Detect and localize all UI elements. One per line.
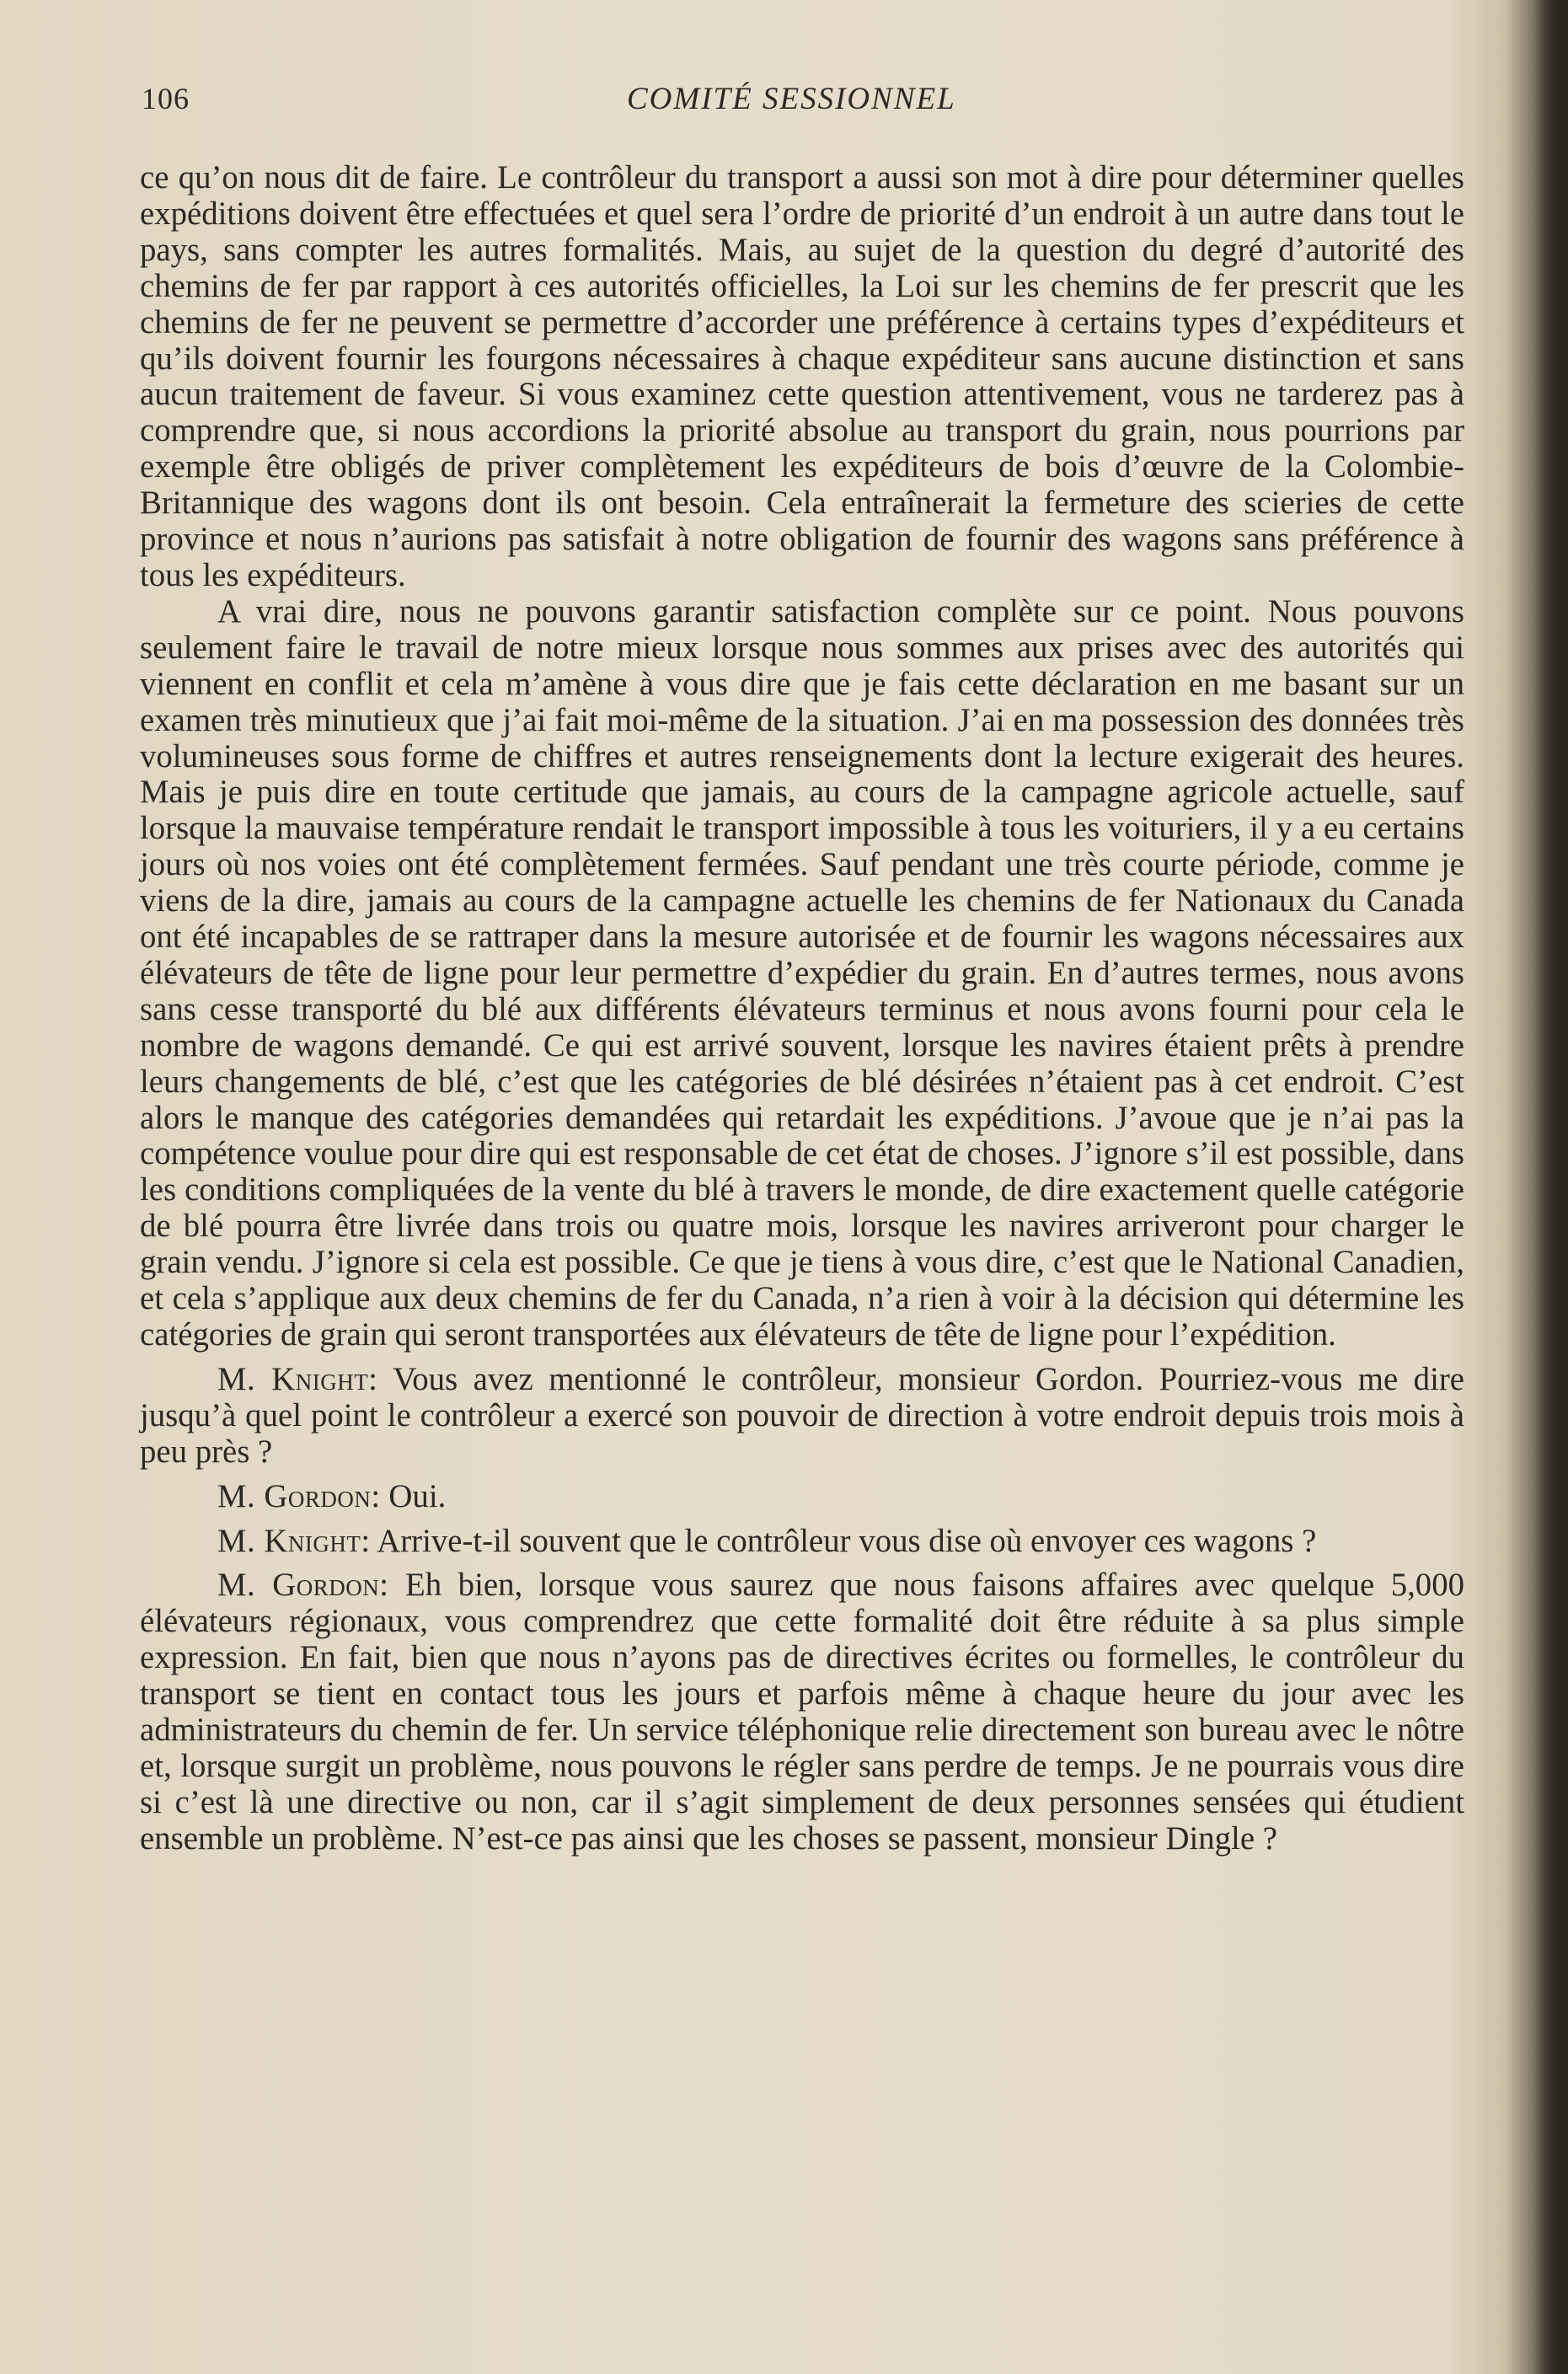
dialogue-exchange [140, 1567, 1464, 1857]
page-number: 106 [142, 82, 190, 115]
speech-text: Oui. [380, 1477, 447, 1514]
running-head [142, 81, 1473, 131]
paragraph: A vrai dire, nous ne pouvons garantir satisfaction complète sur ce point. Nous pouvons seulement faire le travail de notre mieux lorsque nous sommes aux prises avec des autorités qui viennent en conflit et cela m’amène à vous dire que je fais cette déclaration en me basant sur un examen très minutieux que j’ai fait moi-même de la situation. J’ai en ma possession des données très volumineuses sous forme de chiffres et autres renseignements dont la lecture exigerait des heures. Mais je puis dire en toute certitude que jamais, au cours de la campagne agricole actuelle, sauf lorsque la mauvaise température rendait le transport impossible à tous les voituriers, il y a eu certains jours où nos voies ont été complètement fermées. Sauf pendant une très courte période, comme je viens de la dire, jamais au cours de la campagne actuelle les chemins de fer Nationaux du Canada ont été incapables de se rattraper dans la mesure autorisée et de fournir les wagons nécessaires aux élévateurs de tête de ligne pour leur permettre d’expédier du grain. En d’autres termes, nous avons sans cesse transporté du blé aux différents élévateurs terminus et nous avons fourni pour cela le nombre de wagons demandé. Ce qui est arrivé souvent, lorsque les navires étaient prêts à prendre leurs changements de blé, c’est que les catégories de blé désirées n’étaient pas à cet endroit. C’est alors le manque des catégories demandées qui retardait les expéditions. J’avoue que je n’ai pas la compétence voulue pour dire qui est responsable de cet état de choses. J’ignore s’il est possible, dans les conditions compliquées de la vente du blé à travers le monde, de dire exactement quelle catégorie de blé pourra être livrée dans trois ou quatre mois, lorsque les navires arriveront pour charger le grain vendu. J’ignore si cela est possible. Ce que je tiens à vous dire, c’est que le National Canadien, et cela s’applique aux deux chemins de fer du Canada, n’a rien à voir à la décision qui détermine les catégories de grain qui seront transportées aux élévateurs de tête de ligne pour l’expédition. [140, 592, 1464, 1353]
paragraph-continuation: ce qu’on nous dit de faire. Le contrôleur du transport a aussi son mot à dire pour déterminer quelles expéditions doivent être effectuées et quel sera l’ordre de priorité d’un endroit à un autre dans tout le pays, sans compter les autres formalités. Mais, au sujet de la question du degré d’autorité des chemins de fer par rapport à ces autorités officielles, la Loi sur les chemins de fer prescrit que les chemins de fer ne peuvent se permettre d’accorder une préférence à certains types d’expéditeurs et qu’ils doivent fournir les fourgons nécessaires à chaque expéditeur sans aucune distinction et sans aucun traitement de faveur. Si vous examinez cette question attentivement, vous ne tarderez pas à comprendre que, si nous accordions la priorité absolue au transport du grain, nous pourrions par exemple être obligés de priver complètement les expéditeurs de bois d’œuvre de la Colombie-Britannique des wagons dont ils ont besoin. Cela entraînerait la fermeture des scieries de cette province et nous n’aurions pas satisfait à notre obligation de fournir des wagons sans préférence à tous les expéditeurs. [140, 159, 1464, 593]
speaker-label: M. Knight: [217, 1522, 371, 1559]
dialogue-exchange [140, 1524, 1464, 1560]
speech-text: Arrive-t-il souvent que le contrôleur vous dise où envoyer ces wagons ? [370, 1522, 1317, 1559]
speaker-label: M. Gordon: [217, 1477, 381, 1514]
speech-text: Eh bien, lorsque vous saurez que nous faisons affaires avec quelque 5,000 élévateurs régionaux, vous comprendrez que cette formalité doit être réduite à sa plus simple expression. En fait, bien que nous n’ayons pas de directives écrites ou formelles, le contrôleur du transport se tient en contact tous les jours et parfois même à chaque heure du jour avec les administrateurs du chemin de fer. Un service téléphonique relie directement son bureau avec le nôtre et, lorsque surgit un problème, nous pouvons le régler sans perdre de temps. Je ne pourrais vous dire si c’est là une directive ou non, car il s’agit simplement de deux personnes sensées qui étudient ensemble un problème. N’est-ce pas ainsi que les choses se passent, monsieur Dingle ? [140, 1567, 1464, 1857]
book-spine-shadow [1534, 0, 1568, 2374]
dialogue-exchange [140, 1479, 1464, 1515]
running-title: COMITÉ SESSIONNEL [627, 82, 956, 116]
speaker-label: M. Knight: [217, 1360, 378, 1397]
body-text [140, 160, 1464, 1857]
speaker-label: M. Gordon: [217, 1567, 389, 1604]
speech-text: Vous avez mentionné le contrôleur, monsieur Gordon. Pourriez-vous me dire jusqu’à quel point le contrôleur a exercé son pouvoir de direction à votre endroit depuis trois mois à peu près ? [140, 1360, 1464, 1470]
dialogue-exchange [140, 1362, 1464, 1471]
